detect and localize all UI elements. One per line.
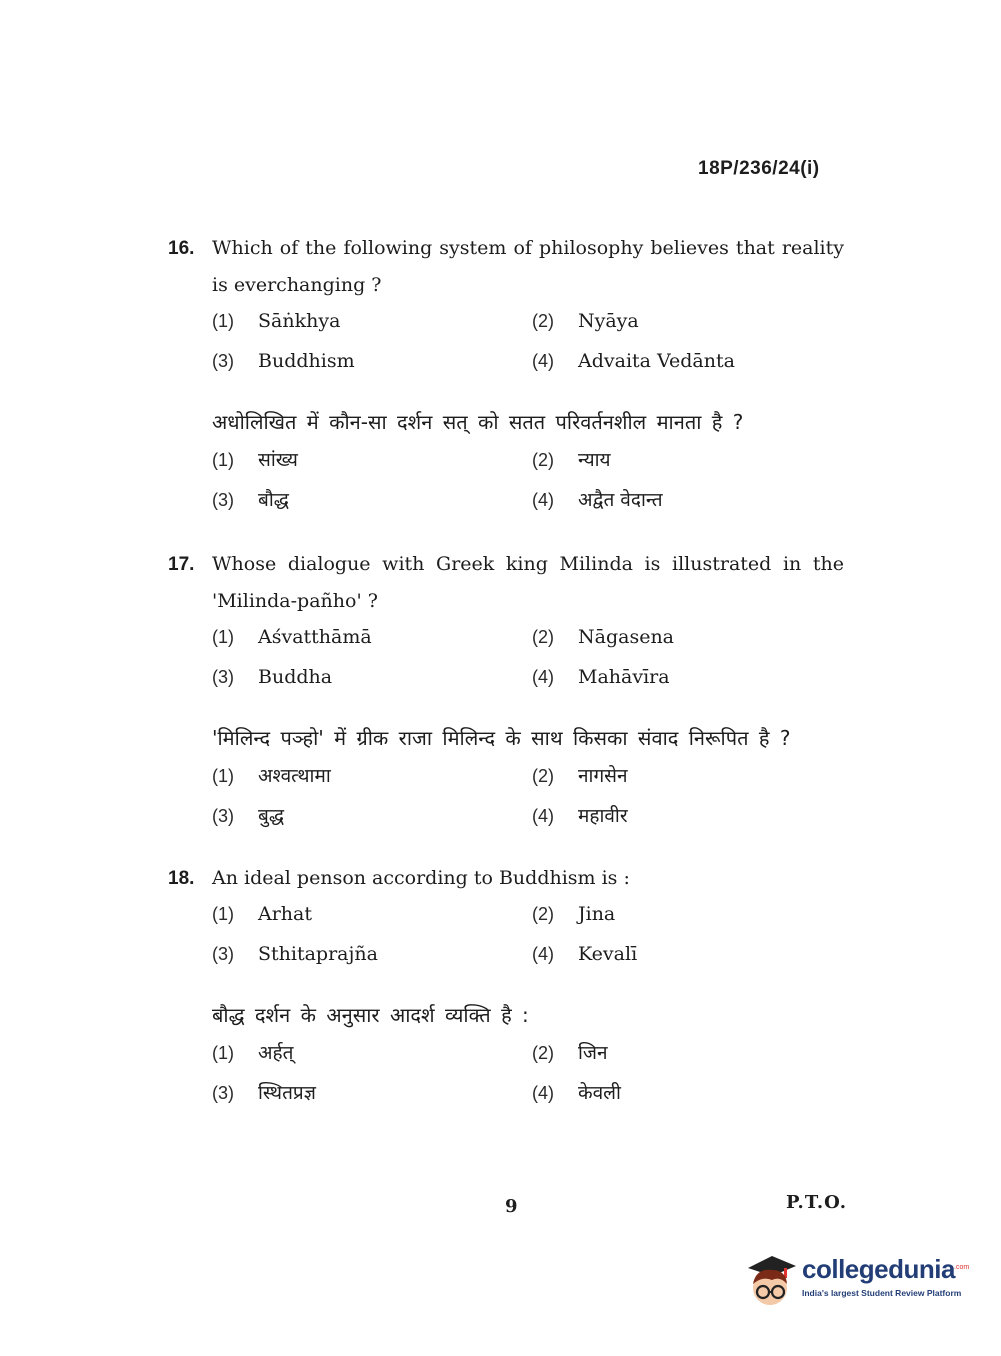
option-2[interactable]: (2) Nāgasena [532,626,675,648]
option-2[interactable]: (2) Jina [532,903,616,925]
option-2[interactable]: (2) न्याय [532,449,611,471]
question-text-en: Which of the following system of philosophy believes that reality is everchanging ? [212,237,844,296]
option-3[interactable]: (3) Buddhism [212,350,355,372]
option-1[interactable]: (1) अश्वत्थामा [212,765,331,787]
question-text-hi: 'मिलिन्द पञ्हो' में ग्रीक राजा मिलिन्द के साथ किसका संवाद निरूपित है ? [212,726,791,750]
options-hi [212,762,844,842]
paper-code: 18P/236/24(i) [698,158,820,179]
brand-tagline: India's largest Student Review Platform [802,1288,962,1298]
option-3[interactable]: (3) Sthitaprajña [212,943,378,965]
option-3[interactable]: (3) बौद्ध [212,489,289,511]
question-text-en: Whose dialogue with Greek king Milinda is illustrated in the 'Milinda-pañho' ? [212,553,844,612]
page-number: 9 [505,1196,518,1217]
option-1[interactable]: (1) सांख्य [212,449,298,471]
options-en [212,903,844,983]
option-4[interactable]: (4) अद्वैत वेदान्त [532,489,663,511]
collegedunia-watermark [742,1250,972,1310]
option-3[interactable]: (3) स्थितप्रज्ञ [212,1082,316,1104]
option-4[interactable]: (4) Advaita Vedānta [532,350,735,372]
question-number: 16. [168,238,195,259]
question-text-en: An ideal penson according to Buddhism is : [212,867,630,889]
option-2[interactable]: (2) Nyāya [532,310,639,332]
question-16 [168,230,844,526]
option-2[interactable]: (2) नागसेन [532,765,628,787]
option-1[interactable]: (1) अर्हत् [212,1042,294,1064]
options-hi [212,446,844,526]
brand-name: collegedunia [802,1254,955,1284]
mascot-icon [742,1250,800,1310]
question-number: 18. [168,868,195,889]
option-3[interactable]: (3) बुद्ध [212,805,285,827]
option-4[interactable]: (4) महावीर [532,805,628,827]
options-en [212,626,844,706]
option-4[interactable]: (4) Kevalī [532,943,638,965]
question-number: 17. [168,554,195,575]
question-18 [168,860,844,1119]
option-1[interactable]: (1) Arhat [212,903,313,925]
option-3[interactable]: (3) Buddha [212,666,333,688]
option-1[interactable]: (1) Sāṅkhya [212,310,341,332]
brand-suffix: .com [954,1264,970,1271]
question-17 [168,546,844,842]
question-text-hi: अधोलिखित में कौन-सा दर्शन सत् को सतत परिवर्तनशील मानता है ? [212,410,744,434]
option-4[interactable]: (4) Mahāvīra [532,666,670,688]
options-en [212,310,844,390]
option-1[interactable]: (1) Aśvatthāmā [212,626,372,648]
option-4[interactable]: (4) केवली [532,1082,621,1104]
option-2[interactable]: (2) जिन [532,1042,608,1064]
question-text-hi: बौद्ध दर्शन के अनुसार आदर्श व्यक्ति है : [212,1003,529,1027]
pto-label: P.T.O. [786,1192,848,1213]
options-hi [212,1039,844,1119]
